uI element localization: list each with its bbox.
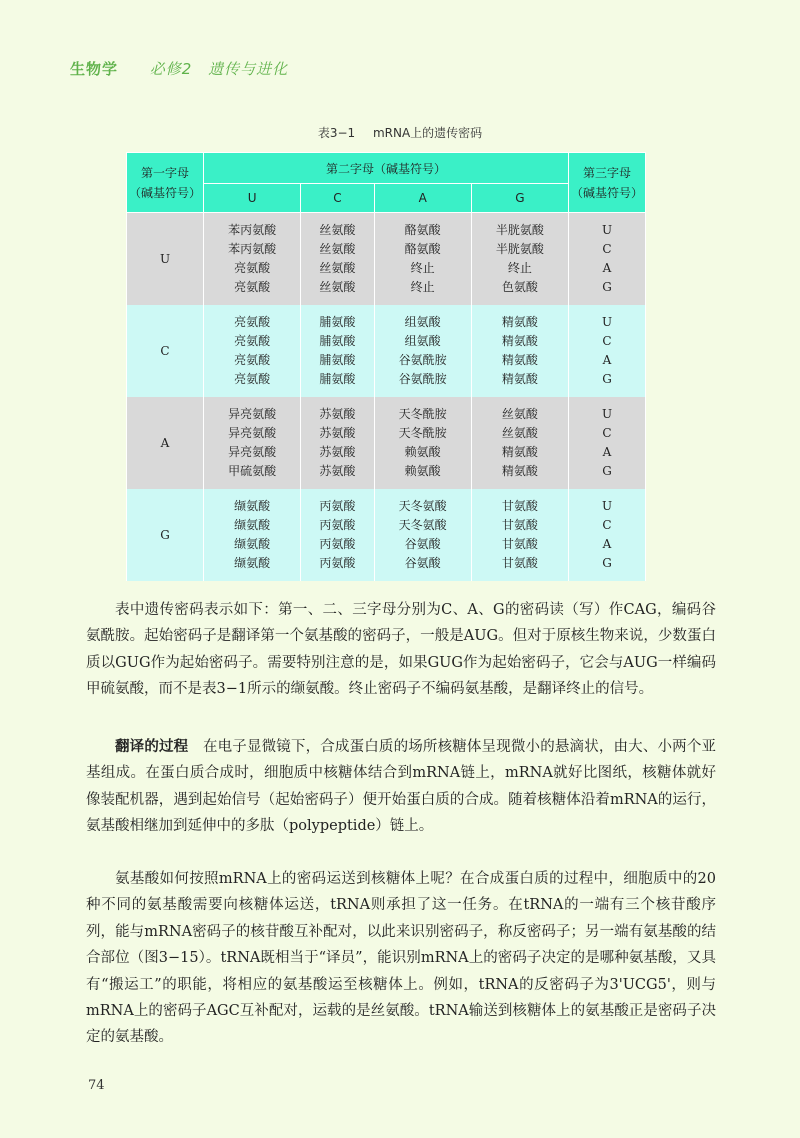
table-header-row [127,153,646,184]
third-letter-cell: U C A G [569,305,646,397]
base-header-c: C [301,184,374,213]
codon-cell: 天冬氨酸 天冬氨酸 谷氨酸 谷氨酸 [374,489,471,581]
page-number: 74 [88,1078,105,1093]
codon-cell: 丝氨酸 丝氨酸 精氨酸 精氨酸 [471,397,568,489]
table-row [127,397,646,489]
codon-cell: 异亮氨酸 异亮氨酸 异亮氨酸 甲硫氨酸 [204,397,301,489]
third-letter-header: 第三字母 （碱基符号） [569,153,646,213]
third-letter-cell: U C A G [569,397,646,489]
codon-cell: 缬氨酸 缬氨酸 缬氨酸 缬氨酸 [204,489,301,581]
table-caption-title: mRNA上的遗传密码 [372,126,483,140]
codon-cell: 丝氨酸 丝氨酸 丝氨酸 丝氨酸 [301,213,374,306]
first-letter-header: 第一字母 （碱基符号） [127,153,204,213]
codon-cell: 组氨酸 组氨酸 谷氨酰胺 谷氨酰胺 [374,305,471,397]
codon-cell: 脯氨酸 脯氨酸 脯氨酸 脯氨酸 [301,305,374,397]
codon-cell: 亮氨酸 亮氨酸 亮氨酸 亮氨酸 [204,305,301,397]
third-letter-cell: U C A G [569,213,646,306]
header-course: 必修2 [149,60,193,78]
codon-cell: 酪氨酸 酪氨酸 终止 终止 [374,213,471,306]
body-paragraph-translation-process [86,734,716,840]
body-paragraph-trna: 氨基酸如何按照mRNA上的密码运送到核糖体上呢？在合成蛋白质的过程中，细胞质中的20种不同的氨基酸需要向核糖体运送，tRNA则承担了这一任务。在tRNA的一端有三个核苷酸序列，能与mRNA密码子的核苷酸互补配对，以此来识别密码子，称反密码子；另一端有氨基酸的结合部位（图3−15）。tRNA既相当于“译员”，能识别mRNA上的密码子决定的是哪种氨基酸，又具有“搬运工”的职能，将相应的氨基酸运至核糖体上。例如，tRNA的反密码子为3'UCG5'，则与mRNA上的密码子AGC互补配对，运载的是丝氨酸。tRNA输送到核糖体上的氨基酸正是密码子决定的氨基酸。 [86,871,716,1046]
paragraph-lead-heading: 翻译的过程 [115,739,189,755]
codon-cell: 丙氨酸 丙氨酸 丙氨酸 丙氨酸 [301,489,374,581]
base-header-row [127,184,646,213]
header-unit: 遗传与进化 [208,60,289,78]
third-letter-cell: U C A G [569,489,646,581]
paragraph-text: 在电子显微镜下，合成蛋白质的场所核糖体呈现微小的悬滴状，由大、小两个亚基组成。在蛋白质合成时，细胞质中核糖体结合到mRNA链上，mRNA就好比图纸，核糖体就好像装配机器，遇到起始信号（起始密码子）便开始蛋白质的合成。随着核糖体沿着mRNA的运行，氨基酸相继加到延伸中的多肽（polypeptide）链上。 [86,739,716,835]
first-letter-cell: A [127,397,204,489]
second-letter-header: 第二字母（碱基符号） [204,153,569,184]
table-row [127,213,646,306]
codon-cell: 精氨酸 精氨酸 精氨酸 精氨酸 [471,305,568,397]
base-header-a: A [374,184,471,213]
table-row [127,489,646,581]
first-letter-cell: C [127,305,204,397]
body-paragraph-codon-reading: 表中遗传密码表示如下：第一、二、三字母分别为C、A、G的密码读（写）作CAG，编码谷氨酰胺。起始密码子是翻译第一个氨基酸的密码子，一般是AUG。但对于原核生物来说，少数蛋白质以GUG作为起始密码子。需要特别注意的是，如果GUG作为起始密码子，它会与AUG一样编码甲硫氨酸，而不是表3−1所示的缬氨酸。终止密码子不编码氨基酸，是翻译终止的信号。 [86,602,716,698]
table-row [127,305,646,397]
base-header-g: G [471,184,568,213]
running-header [70,58,288,79]
header-subject: 生物学 [70,60,119,78]
codon-cell: 苯丙氨酸 苯丙氨酸 亮氨酸 亮氨酸 [204,213,301,306]
first-letter-cell: G [127,489,204,581]
base-header-u: U [204,184,301,213]
table-caption [0,124,800,141]
codon-cell: 半胱氨酸 半胱氨酸 终止 色氨酸 [471,213,568,306]
first-letter-cell: U [127,213,204,306]
codon-cell: 天冬酰胺 天冬酰胺 赖氨酸 赖氨酸 [374,397,471,489]
table-caption-number: 表3−1 [317,126,356,140]
codon-table [126,152,646,581]
codon-cell: 甘氨酸 甘氨酸 甘氨酸 甘氨酸 [471,489,568,581]
codon-cell: 苏氨酸 苏氨酸 苏氨酸 苏氨酸 [301,397,374,489]
